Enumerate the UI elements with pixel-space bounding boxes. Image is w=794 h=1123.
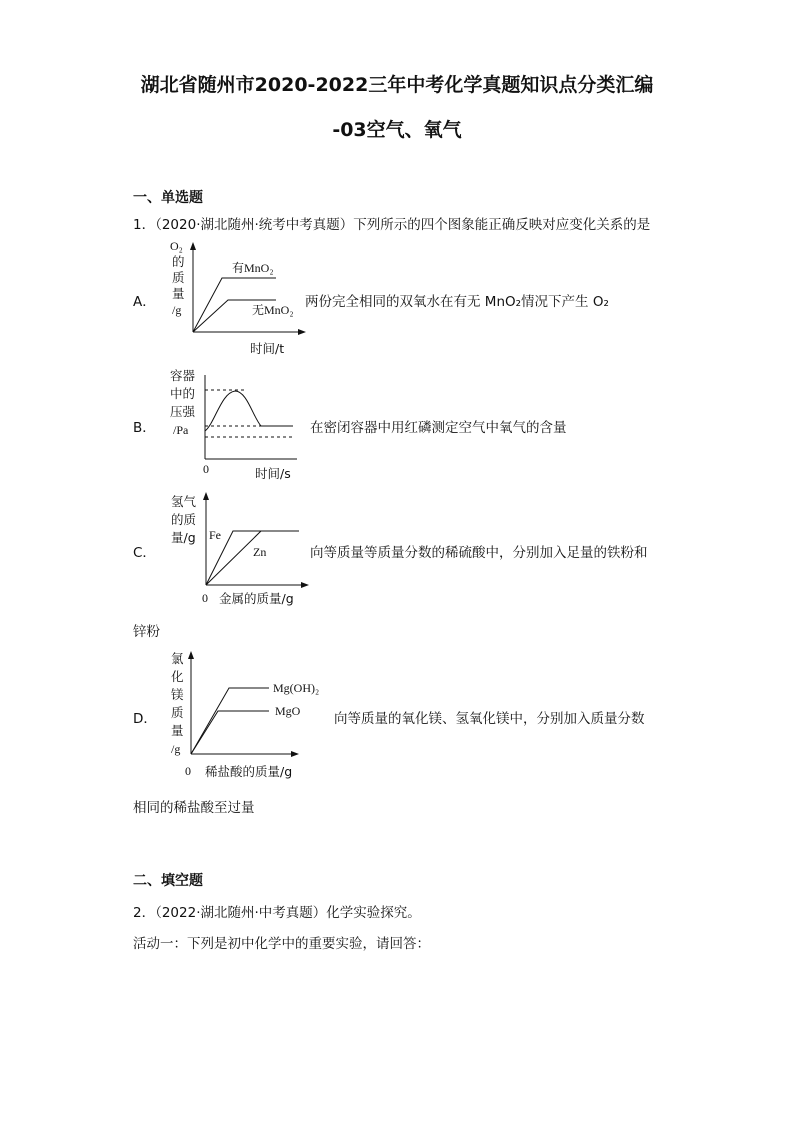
option-a-x-arrow [298,329,306,335]
option-d-ylabel-2: 镁 [171,687,184,702]
option-a-ylabel-3: 量 [172,286,185,301]
option-a-series-label-with: 有MnO₂ [232,261,274,275]
option-d-line-mgo [191,711,269,754]
option-a-series-label-without: 无MnO₂ [252,303,294,317]
option-c-series-label-fe: Fe [209,528,221,542]
option-d-series-label-mgoh2: Mg(OH)₂ [273,681,320,695]
option-c-letter: C． [133,545,156,561]
option-c-origin: 0 [202,591,208,605]
option-b-text: 在密闭容器中用红磷测定空气中氧气的含量 [310,420,567,436]
option-c-ylabel-0: 氢气 [171,494,197,509]
activity-1-text: 活动一：下列是初中化学中的重要实验，请回答： [133,936,430,952]
option-b-ylabel-2: 压强 [170,404,196,419]
option-b-graph [165,365,305,485]
option-d-series-label-mgo: MgO [275,704,301,718]
option-c-graph [165,490,310,612]
option-b-ylabel-1: 中的 [170,386,196,401]
option-a-letter: A． [133,294,156,310]
option-a-ylabel-4: /g [172,303,182,317]
option-d-ylabel-1: 化 [171,669,184,684]
option-c-y-arrow [203,492,209,500]
option-b-letter: B． [133,420,156,436]
option-d-ylabel-5: /g [171,742,181,756]
question-1-stem: 1．（2020·湖北随州·统考中考真题）下列所示的四个图象能正确反映对应变化关系的是 [133,217,651,233]
option-c-continuation: 锌粉 [133,624,160,640]
option-d-x-arrow [291,751,299,757]
option-c-ylabel-1: 的质 [171,512,197,527]
option-d-ylabel-3: 质 [171,705,184,720]
option-d-origin: 0 [185,764,191,778]
option-c-xlabel: 金属的质量/g [219,591,294,606]
option-d-ylabel-4: 量 [171,723,184,738]
option-b-origin: 0 [203,462,209,476]
option-c-series-label-zn: Zn [253,545,267,559]
option-a-ylabel-0: O₂ [170,239,183,253]
option-a-ylabel-1: 的 [172,254,185,269]
option-d-text: 向等质量的氧化镁、氢氧化镁中，分别加入质量分数 [334,711,645,727]
section-heading-fill-blank: 二、填空题 [133,873,203,889]
option-d-graph [165,647,340,782]
section-heading-single-choice: 一、单选题 [133,190,203,206]
option-d-continuation: 相同的稀盐酸至过量 [133,800,255,816]
option-d-letter: D． [133,711,157,727]
option-c-text: 向等质量等质量分数的稀硫酸中，分别加入足量的铁粉和 [310,545,648,561]
option-b-xlabel: 时间/s [255,466,291,481]
option-d-ylabel-0: 氯 [171,651,184,666]
option-a-xlabel: 时间/t [250,341,285,356]
option-b-pressure-curve [205,391,293,431]
option-b-ylabel-3: /Pa [173,423,189,437]
doc-title-line2: -03空气、氧气 [332,119,462,141]
option-b-ylabel-0: 容器 [170,368,196,383]
option-d-xlabel: 稀盐酸的质量/g [205,764,293,779]
doc-title-line1: 湖北省随州市2020-2022三年中考化学真题知识点分类汇编 [140,74,654,96]
option-a-ylabel-2: 质 [172,270,185,285]
option-c-x-arrow [301,582,309,588]
option-a-graph [160,236,310,360]
option-d-line-mgoh2 [191,688,269,754]
option-a-y-arrow [190,242,196,250]
question-2-stem: 2．（2022·湖北随州·中考真题）化学实验探究。 [133,905,421,921]
option-d-y-arrow [188,651,194,659]
option-c-ylabel-2: 量/g [171,530,196,545]
option-a-text: 两份完全相同的双氧水在有无 MnO₂情况下产生 O₂ [305,294,609,310]
